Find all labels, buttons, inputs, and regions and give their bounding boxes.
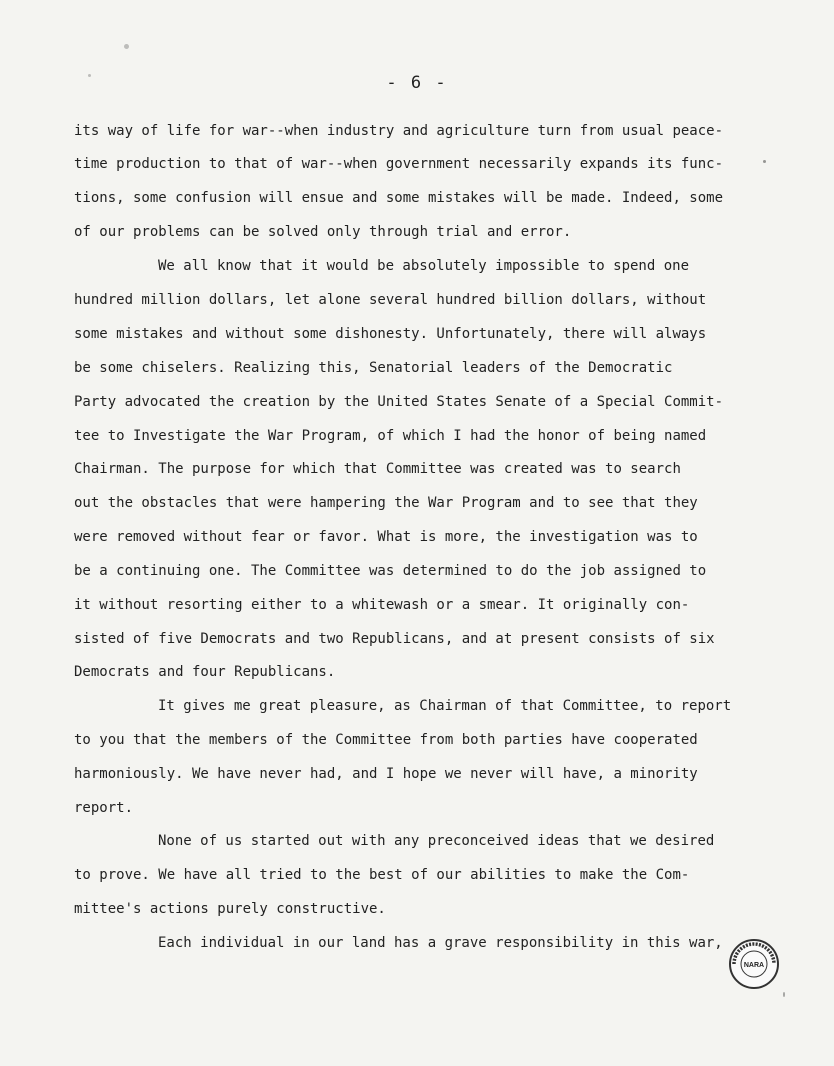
text-line: None of us started out with any preconceived ideas that we desired [158,833,715,849]
paper-speck [783,992,785,997]
text-line: were removed without fear or favor. What is more, the investigation was to [74,529,698,545]
text-line: tions, some confusion will ensue and some mistakes will be made. Indeed, some [74,190,724,206]
text-line: tee to Investigate the War Program, of which I had the honor of being named [74,428,707,444]
text-line: it without resorting either to a whitewash or a smear. It originally con- [74,597,690,613]
text-line: time production to that of war--when government necessarily expands its func- [74,156,724,172]
text-line: Each individual in our land has a grave responsibility in this war, [158,935,723,951]
text-line: mittee's actions purely constructive. [74,901,386,917]
text-line: We all know that it would be absolutely impossible to spend one [158,258,690,274]
paper-speck [88,74,91,77]
text-line: Party advocated the creation by the United States Senate of a Special Commit- [74,394,724,410]
text-line: to prove. We have all tried to the best of our abilities to make the Com- [74,867,690,883]
text-line: hundred million dollars, let alone several hundred billion dollars, without [74,292,707,308]
text-line: sisted of five Democrats and two Republicans, and at present consists of six [74,631,715,647]
library-stamp-icon [728,938,780,990]
paper-speck [124,44,129,49]
text-line: report. [74,800,134,816]
text-line: of our problems can be solved only through trial and error. [74,224,572,240]
text-line: harmoniously. We have never had, and I hope we never will have, a minority [74,766,698,782]
text-line: its way of life for war--when industry and agriculture turn from usual peace- [74,123,724,139]
text-line: be some chiselers. Realizing this, Senatorial leaders of the Democratic [74,360,673,376]
text-line: Democrats and four Republicans. [74,664,336,680]
page-number: - 6 - [386,73,448,93]
text-line: to you that the members of the Committee from both parties have cooperated [74,732,698,748]
paper-speck [763,160,766,163]
text-line: some mistakes and without some dishonesty. Unfortunately, there will always [74,326,707,342]
text-line: Chairman. The purpose for which that Committee was created was to search [74,461,681,477]
stamp-center-text: NARA [743,962,765,969]
text-line: It gives me great pleasure, as Chairman of that Committee, to report [158,698,732,714]
text-line: out the obstacles that were hampering the War Program and to see that they [74,495,698,511]
text-line: be a continuing one. The Committee was determined to do the job assigned to [74,563,707,579]
